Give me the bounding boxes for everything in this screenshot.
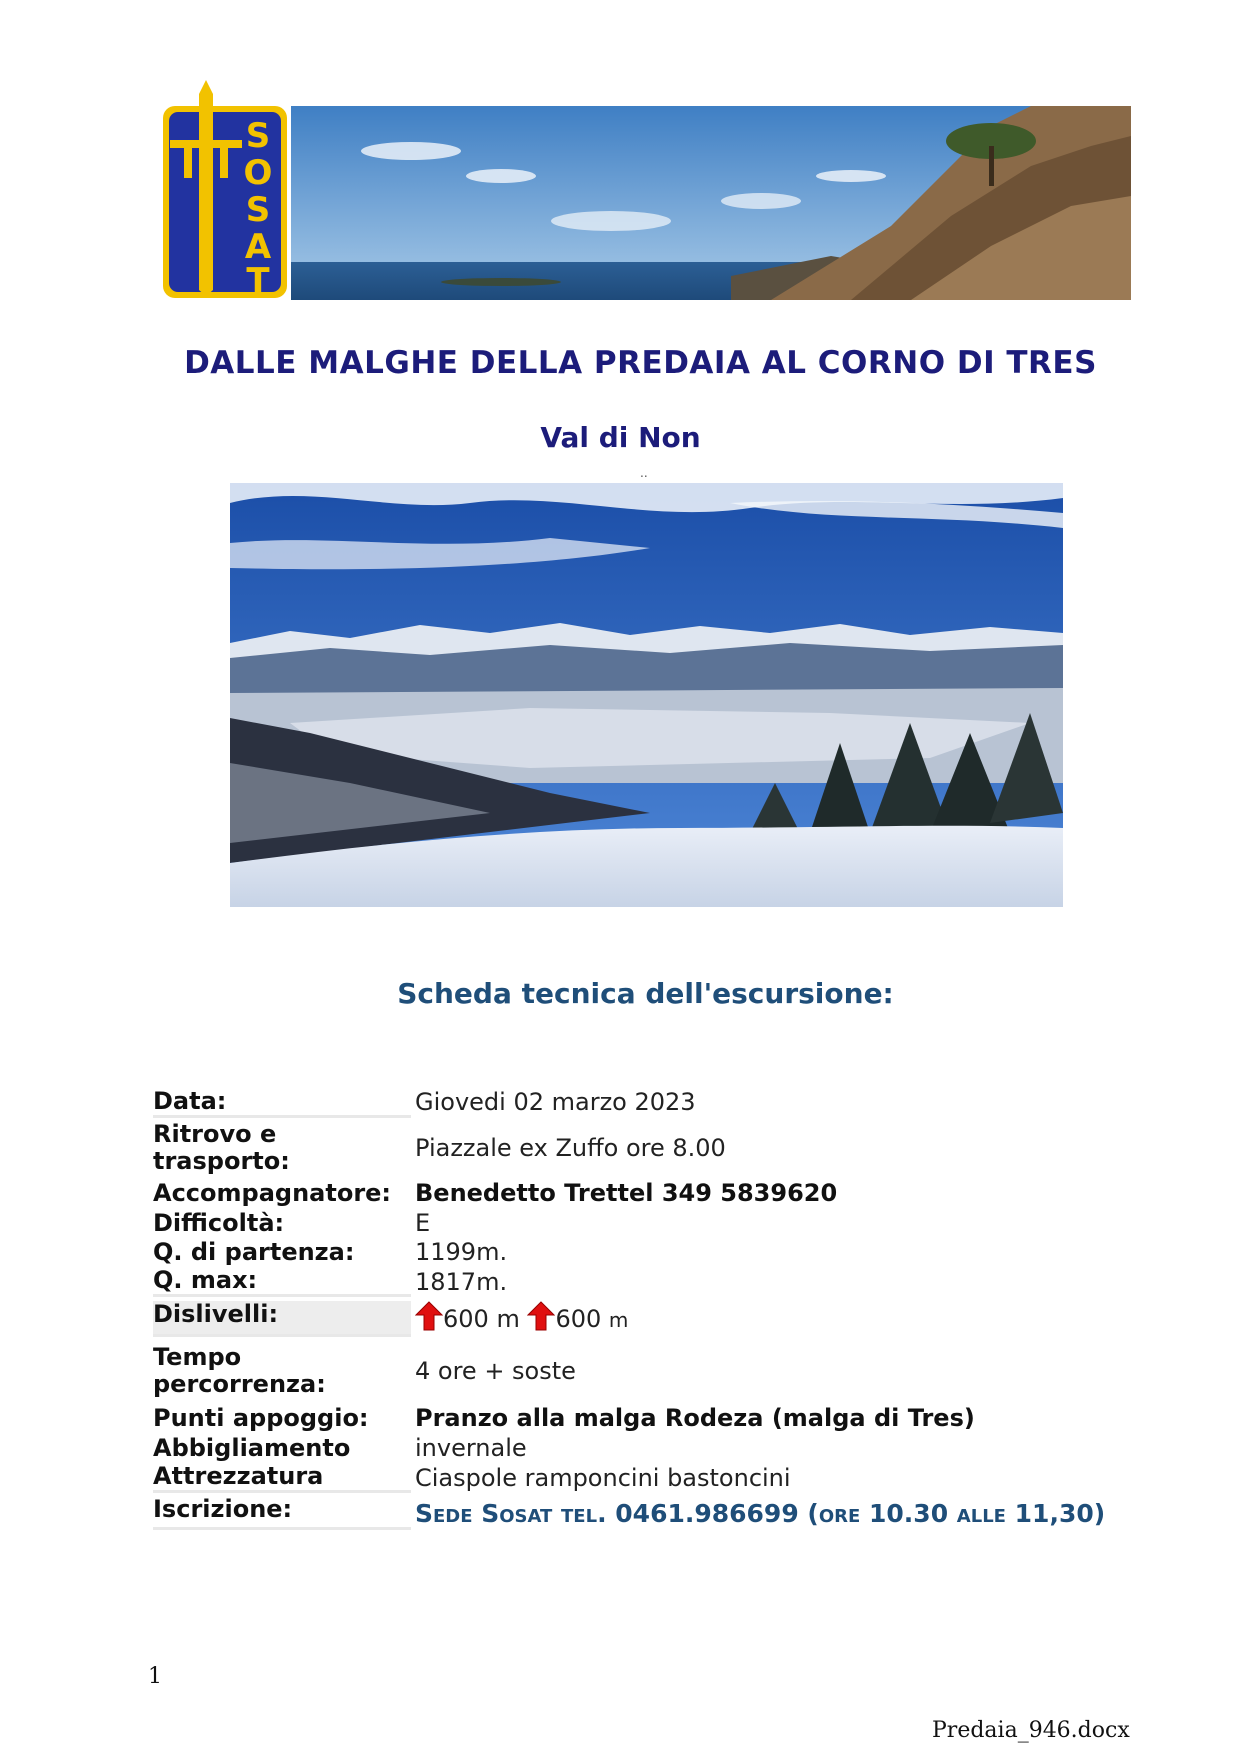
table-row [153,1238,1133,1267]
iscrizione-label: Iscrizione: [153,1496,411,1530]
tempo-label-line2: percorrenza: [153,1370,326,1398]
table-row [153,1209,1133,1238]
red-up-arrow-icon [527,1301,555,1331]
document-filename: Predaia_946.docx [932,1718,1130,1743]
table-row [153,1297,1133,1339]
punti-value: Pranzo alla malga Rodeza (malga di Tres) [415,1403,975,1432]
attrezzatura-value: Ciaspole ramponcini bastoncini [415,1463,791,1492]
page-title: DALLE MALGHE DELLA PREDAIA AL CORNO DI TRES [184,345,1097,381]
tempo-label [153,1344,411,1398]
dislivelli-label: Dislivelli: [153,1301,411,1337]
sosat-logo [160,80,290,302]
page-subtitle: Val di Non [540,421,701,454]
table-row [153,1178,1133,1209]
page-number: 1 [148,1664,162,1689]
svg-text:T: T [246,261,270,301]
ritrovo-label [153,1121,411,1175]
tempo-label-line1: Tempo [153,1343,242,1371]
table-row [153,1463,1133,1493]
data-value: Giovedi 02 marzo 2023 [415,1088,696,1116]
excursion-info-table [153,1087,1133,1533]
table-row [153,1118,1133,1178]
max-label: Q. max: [153,1267,411,1297]
accompagnatore-label: Accompagnatore: [153,1179,392,1207]
header-banner-photo [291,106,1131,300]
accompagnatore-value: Benedetto Trettel 349 5839620 [415,1179,838,1207]
attrezzatura-label: Attrezzatura [153,1463,411,1493]
ritrovo-label-line2: trasporto: [153,1147,290,1175]
punti-label: Punti appoggio: [153,1403,369,1432]
table-row [153,1087,1133,1118]
ritrovo-value: Piazzale ex Zuffo ore 8.00 [415,1133,726,1162]
svg-text:O: O [243,153,273,193]
svg-text:A: A [244,227,272,267]
table-row [153,1403,1133,1433]
table-row [153,1339,1133,1403]
svg-text:S: S [245,116,271,156]
dislivelli-down-unit: m [608,1308,629,1332]
abbigliamento-value: invernale [415,1433,527,1462]
tempo-value: 4 ore + soste [415,1356,576,1385]
table-row [153,1433,1133,1463]
table-row [153,1267,1133,1297]
dots-marker: .. [640,466,648,480]
partenza-label: Q. di partenza: [153,1238,355,1266]
difficolta-value: E [415,1209,431,1237]
table-row [153,1493,1133,1533]
max-value: 1817m. [415,1267,508,1296]
dislivelli-value [411,1301,628,1334]
snowy-mountain-valley-photo-icon [230,483,1063,907]
dislivelli-up-value: 600 m [443,1305,520,1333]
abbigliamento-label: Abbigliamento [153,1433,351,1462]
red-up-arrow-icon [415,1301,443,1331]
data-label: Data: [153,1088,411,1118]
ritrovo-label-line1: Ritrovo e [153,1120,277,1148]
partenza-value: 1199m. [415,1238,508,1266]
main-photo [230,483,1063,907]
iscrizione-value: Sede Sosat tel. 0461.986699 (ore 10.30 alle 11,30) [415,1498,1106,1528]
svg-text:S: S [245,190,271,230]
difficolta-label: Difficoltà: [153,1209,285,1237]
dislivelli-down-value: 600 [555,1305,602,1333]
coastal-cliff-photo-icon [291,106,1131,300]
section-heading: Scheda tecnica dell'escursione: [397,977,894,1010]
